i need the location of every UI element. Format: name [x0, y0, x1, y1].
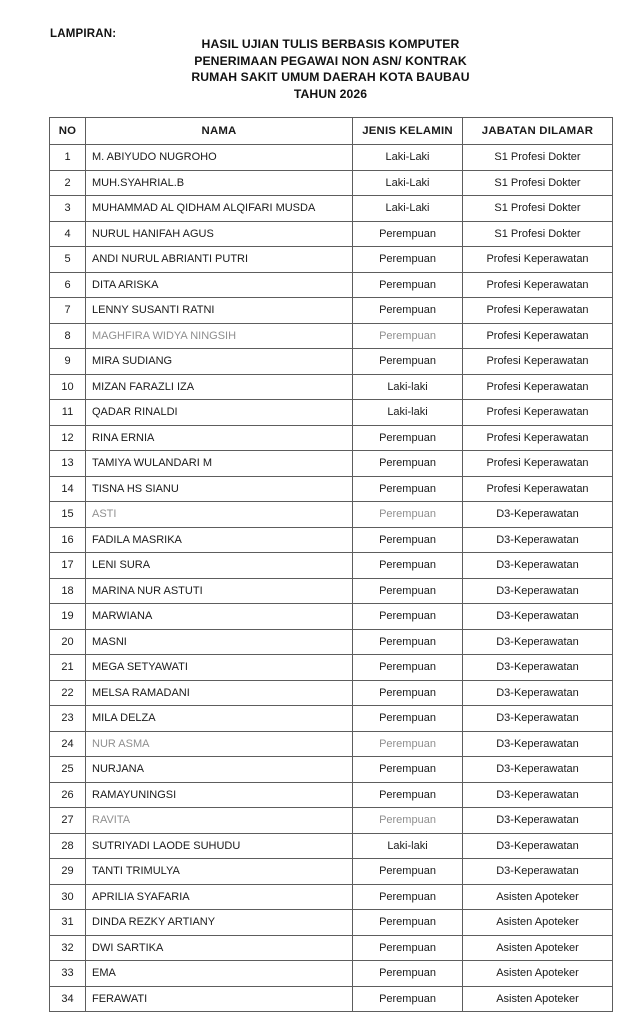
table-row	[50, 604, 613, 630]
cell-no: 8	[50, 323, 86, 349]
cell-no: 12	[50, 425, 86, 451]
cell-jenis-kelamin: Laki-Laki	[353, 170, 463, 196]
table-row	[50, 298, 613, 324]
results-table	[49, 117, 613, 1012]
cell-nama: MARWIANA	[86, 604, 353, 630]
title-line-2: PENERIMAAN PEGAWAI NON ASN/ KONTRAK	[194, 53, 467, 68]
table-row	[50, 247, 613, 273]
document-title-block	[49, 36, 612, 102]
cell-jabatan: Profesi Keperawatan	[463, 323, 613, 349]
cell-jenis-kelamin: Laki-laki	[353, 400, 463, 426]
cell-no: 2	[50, 170, 86, 196]
cell-no: 21	[50, 655, 86, 681]
cell-nama: MUH.SYAHRIAL.B	[86, 170, 353, 196]
cell-jenis-kelamin: Perempuan	[353, 808, 463, 834]
cell-jenis-kelamin: Perempuan	[353, 757, 463, 783]
cell-no: 7	[50, 298, 86, 324]
cell-jabatan: Asisten Apoteker	[463, 935, 613, 961]
cell-no: 18	[50, 578, 86, 604]
cell-nama: MELSA RAMADANI	[86, 680, 353, 706]
cell-nama: TISNA HS SIANU	[86, 476, 353, 502]
cell-jabatan: D3-Keperawatan	[463, 655, 613, 681]
table-row	[50, 476, 613, 502]
cell-no: 28	[50, 833, 86, 859]
table-row	[50, 400, 613, 426]
cell-nama: DWI SARTIKA	[86, 935, 353, 961]
cell-jabatan: D3-Keperawatan	[463, 502, 613, 528]
cell-jabatan: Profesi Keperawatan	[463, 298, 613, 324]
table-row	[50, 553, 613, 579]
cell-jabatan: D3-Keperawatan	[463, 553, 613, 579]
title-line-4: TAHUN 2026	[293, 86, 368, 101]
table-row	[50, 833, 613, 859]
cell-nama: QADAR RINALDI	[86, 400, 353, 426]
cell-nama: FERAWATI	[86, 986, 353, 1012]
table-row	[50, 272, 613, 298]
cell-jenis-kelamin: Perempuan	[353, 527, 463, 553]
cell-nama: LENNY SUSANTI RATNI	[86, 298, 353, 324]
cell-nama: ASTI	[86, 502, 353, 528]
cell-no: 19	[50, 604, 86, 630]
cell-jenis-kelamin: Perempuan	[353, 782, 463, 808]
table-row	[50, 374, 613, 400]
cell-jenis-kelamin: Perempuan	[353, 731, 463, 757]
column-header-no: NO	[50, 118, 86, 145]
cell-no: 22	[50, 680, 86, 706]
table-row	[50, 731, 613, 757]
cell-no: 9	[50, 349, 86, 375]
cell-nama: MAGHFIRA WIDYA NINGSIH	[86, 323, 353, 349]
cell-no: 27	[50, 808, 86, 834]
cell-jabatan: Profesi Keperawatan	[463, 476, 613, 502]
cell-jenis-kelamin: Perempuan	[353, 349, 463, 375]
cell-no: 10	[50, 374, 86, 400]
table-row	[50, 451, 613, 477]
cell-no: 32	[50, 935, 86, 961]
cell-jenis-kelamin: Perempuan	[353, 476, 463, 502]
cell-jenis-kelamin: Laki-laki	[353, 833, 463, 859]
cell-no: 14	[50, 476, 86, 502]
cell-jenis-kelamin: Laki-Laki	[353, 196, 463, 222]
cell-jabatan: D3-Keperawatan	[463, 680, 613, 706]
cell-jabatan: S1 Profesi Dokter	[463, 170, 613, 196]
cell-jabatan: Profesi Keperawatan	[463, 349, 613, 375]
cell-no: 34	[50, 986, 86, 1012]
cell-jabatan: D3-Keperawatan	[463, 859, 613, 885]
cell-nama: MARINA NUR ASTUTI	[86, 578, 353, 604]
cell-jenis-kelamin: Perempuan	[353, 604, 463, 630]
cell-no: 30	[50, 884, 86, 910]
cell-jabatan: D3-Keperawatan	[463, 527, 613, 553]
cell-jabatan: D3-Keperawatan	[463, 578, 613, 604]
cell-no: 23	[50, 706, 86, 732]
cell-jabatan: Asisten Apoteker	[463, 961, 613, 987]
cell-jenis-kelamin: Perempuan	[353, 706, 463, 732]
cell-jenis-kelamin: Perempuan	[353, 221, 463, 247]
cell-no: 4	[50, 221, 86, 247]
table-row	[50, 884, 613, 910]
cell-jenis-kelamin: Laki-laki	[353, 374, 463, 400]
cell-nama: NURJANA	[86, 757, 353, 783]
cell-jabatan: D3-Keperawatan	[463, 604, 613, 630]
cell-jenis-kelamin: Perempuan	[353, 859, 463, 885]
cell-nama: TANTI TRIMULYA	[86, 859, 353, 885]
cell-nama: SUTRIYADI LAODE SUHUDU	[86, 833, 353, 859]
cell-nama: APRILIA SYAFARIA	[86, 884, 353, 910]
column-header-nama: NAMA	[86, 118, 353, 145]
cell-no: 17	[50, 553, 86, 579]
table-row	[50, 808, 613, 834]
cell-jenis-kelamin: Perempuan	[353, 629, 463, 655]
table-row	[50, 145, 613, 171]
cell-jabatan: Profesi Keperawatan	[463, 400, 613, 426]
cell-nama: RAMAYUNINGSI	[86, 782, 353, 808]
cell-nama: LENI SURA	[86, 553, 353, 579]
cell-jabatan: D3-Keperawatan	[463, 833, 613, 859]
cell-nama: MASNI	[86, 629, 353, 655]
cell-jenis-kelamin: Perempuan	[353, 986, 463, 1012]
cell-nama: M. ABIYUDO NUGROHO	[86, 145, 353, 171]
attachment-label: LAMPIRAN:	[50, 28, 117, 40]
table-row	[50, 323, 613, 349]
cell-no: 25	[50, 757, 86, 783]
cell-nama: MILA DELZA	[86, 706, 353, 732]
cell-nama: NURUL HANIFAH AGUS	[86, 221, 353, 247]
cell-jabatan: D3-Keperawatan	[463, 757, 613, 783]
table-header-row	[50, 118, 613, 145]
cell-jabatan: Asisten Apoteker	[463, 884, 613, 910]
cell-nama: NUR ASMA	[86, 731, 353, 757]
cell-nama: TAMIYA WULANDARI M	[86, 451, 353, 477]
cell-no: 16	[50, 527, 86, 553]
title-line-3: RUMAH SAKIT UMUM DAERAH KOTA BAUBAU	[191, 70, 470, 85]
table-row	[50, 502, 613, 528]
cell-jenis-kelamin: Perempuan	[353, 655, 463, 681]
table-row	[50, 170, 613, 196]
cell-jenis-kelamin: Perempuan	[353, 553, 463, 579]
cell-jabatan: Asisten Apoteker	[463, 910, 613, 936]
table-row	[50, 425, 613, 451]
cell-nama: EMA	[86, 961, 353, 987]
cell-jenis-kelamin: Perempuan	[353, 323, 463, 349]
cell-no: 20	[50, 629, 86, 655]
cell-jabatan: Profesi Keperawatan	[463, 451, 613, 477]
cell-jenis-kelamin: Perempuan	[353, 502, 463, 528]
cell-jabatan: S1 Profesi Dokter	[463, 196, 613, 222]
cell-jabatan: Profesi Keperawatan	[463, 374, 613, 400]
cell-jenis-kelamin: Laki-Laki	[353, 145, 463, 171]
table-body	[50, 145, 613, 1012]
cell-jenis-kelamin: Perempuan	[353, 961, 463, 987]
cell-no: 13	[50, 451, 86, 477]
table-row	[50, 527, 613, 553]
title-line-1: HASIL UJIAN TULIS BERBASIS KOMPUTER	[201, 37, 460, 51]
table-row	[50, 680, 613, 706]
cell-jenis-kelamin: Perempuan	[353, 578, 463, 604]
cell-nama: DITA ARISKA	[86, 272, 353, 298]
cell-no: 11	[50, 400, 86, 426]
cell-nama: DINDA REZKY ARTIANY	[86, 910, 353, 936]
cell-jenis-kelamin: Perempuan	[353, 425, 463, 451]
cell-nama: RINA ERNIA	[86, 425, 353, 451]
cell-no: 26	[50, 782, 86, 808]
cell-nama: MIRA SUDIANG	[86, 349, 353, 375]
cell-jabatan: S1 Profesi Dokter	[463, 145, 613, 171]
table-row	[50, 782, 613, 808]
table-row	[50, 935, 613, 961]
cell-nama: MUHAMMAD AL QIDHAM ALQIFARI MUSDA	[86, 196, 353, 222]
cell-jenis-kelamin: Perempuan	[353, 298, 463, 324]
cell-jabatan: Asisten Apoteker	[463, 986, 613, 1012]
cell-no: 6	[50, 272, 86, 298]
cell-jenis-kelamin: Perempuan	[353, 884, 463, 910]
cell-no: 3	[50, 196, 86, 222]
cell-jabatan: Profesi Keperawatan	[463, 272, 613, 298]
table-row	[50, 706, 613, 732]
table-row	[50, 757, 613, 783]
cell-jabatan: D3-Keperawatan	[463, 629, 613, 655]
cell-jabatan: Profesi Keperawatan	[463, 425, 613, 451]
cell-jenis-kelamin: Perempuan	[353, 910, 463, 936]
cell-jenis-kelamin: Perempuan	[353, 680, 463, 706]
cell-jabatan: D3-Keperawatan	[463, 782, 613, 808]
cell-nama: MIZAN FARAZLI IZA	[86, 374, 353, 400]
cell-jenis-kelamin: Perempuan	[353, 451, 463, 477]
cell-jabatan: S1 Profesi Dokter	[463, 221, 613, 247]
cell-no: 31	[50, 910, 86, 936]
cell-nama: FADILA MASRIKA	[86, 527, 353, 553]
table-row	[50, 986, 613, 1012]
cell-jabatan: D3-Keperawatan	[463, 808, 613, 834]
cell-jabatan: D3-Keperawatan	[463, 731, 613, 757]
table-row	[50, 221, 613, 247]
table-row	[50, 349, 613, 375]
cell-no: 24	[50, 731, 86, 757]
cell-nama: MEGA SETYAWATI	[86, 655, 353, 681]
cell-jabatan: D3-Keperawatan	[463, 706, 613, 732]
cell-no: 15	[50, 502, 86, 528]
table-row	[50, 859, 613, 885]
results-table-container	[49, 117, 612, 1012]
table-row	[50, 910, 613, 936]
table-row	[50, 655, 613, 681]
cell-no: 29	[50, 859, 86, 885]
cell-no: 1	[50, 145, 86, 171]
cell-jabatan: Profesi Keperawatan	[463, 247, 613, 273]
table-row	[50, 196, 613, 222]
table-row	[50, 578, 613, 604]
cell-no: 33	[50, 961, 86, 987]
cell-jenis-kelamin: Perempuan	[353, 272, 463, 298]
cell-nama: RAVITA	[86, 808, 353, 834]
column-header-jabatan-dilamar: JABATAN DILAMAR	[463, 118, 613, 145]
cell-nama: ANDI NURUL ABRIANTI PUTRI	[86, 247, 353, 273]
column-header-jenis-kelamin: JENIS KELAMIN	[353, 118, 463, 145]
cell-jenis-kelamin: Perempuan	[353, 935, 463, 961]
cell-no: 5	[50, 247, 86, 273]
cell-jenis-kelamin: Perempuan	[353, 247, 463, 273]
table-row	[50, 961, 613, 987]
table-row	[50, 629, 613, 655]
